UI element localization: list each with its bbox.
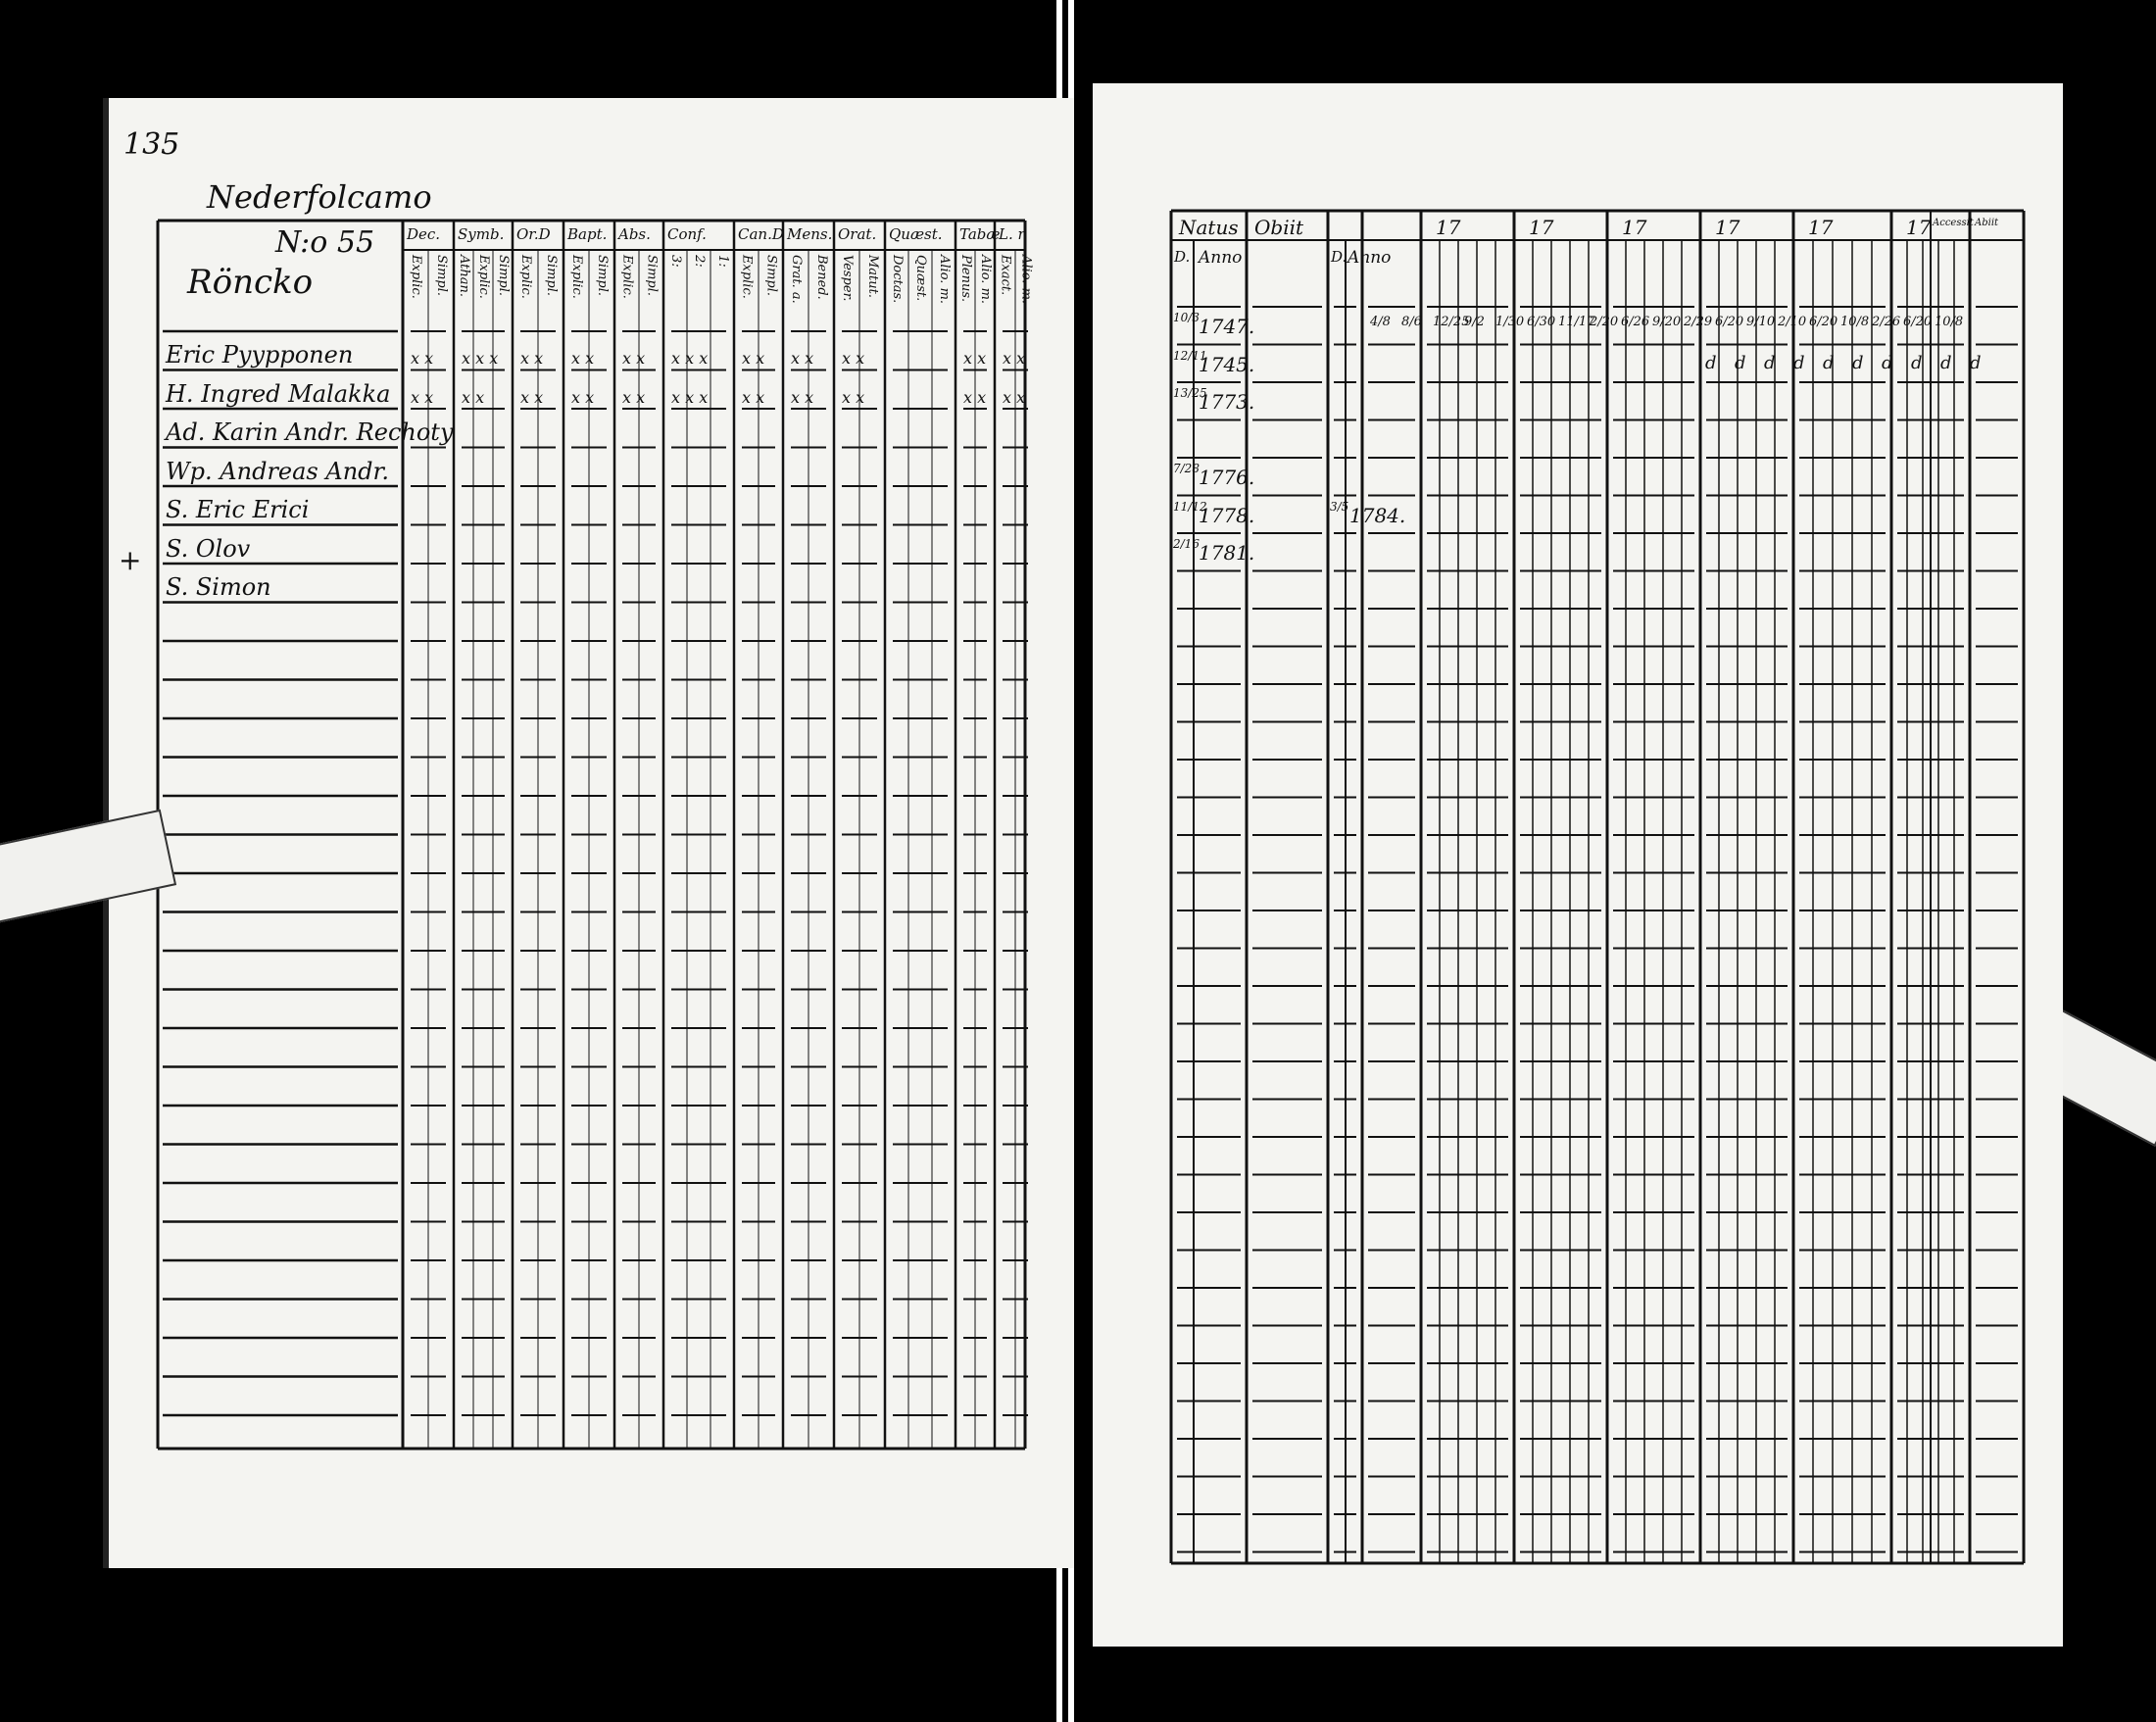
year-mark-1-8: d [1940, 352, 1952, 373]
column-subheader-7-1: Bened. [814, 255, 829, 300]
cross-mark: + [119, 544, 142, 576]
obiit-header: Obiit [1254, 216, 1304, 239]
mark-1-6: x x [742, 387, 765, 407]
year-mark-1-9: d [1970, 352, 1982, 373]
year-mark-0-10: 2/29 [1684, 315, 1713, 329]
year-mark-0-13: 2/10 [1778, 315, 1807, 329]
column-subheader-0-1: Simpl. [434, 255, 449, 297]
person-name-4: S. Eric Erici [166, 496, 310, 523]
mark-1-1: x x [462, 387, 485, 407]
column-subheader-2-0: Explic. [518, 255, 533, 299]
birth-year-5: 1781. [1199, 541, 1255, 565]
column-subheader-4-1: Simpl. [644, 255, 660, 297]
death-year-4: 1784. [1349, 503, 1406, 527]
mark-0-2: x x [520, 349, 544, 368]
column-header-3: Bapt. [567, 225, 608, 243]
column-subheader-10-1: Alio. m. [978, 255, 993, 305]
column-subheader-1-0: Athan. [457, 255, 471, 298]
year-header-2: 17 [1622, 216, 1647, 239]
year-mark-1-5: d [1852, 352, 1864, 373]
mark-1-10: x x [963, 387, 987, 407]
column-subheader-3-1: Simpl. [595, 255, 610, 297]
year-mark-0-14: 6/20 [1809, 315, 1838, 329]
column-header-5: Conf. [667, 225, 707, 243]
column-subheader-6-1: Simpl. [763, 255, 779, 297]
birth-day-0: 10/3 [1173, 311, 1200, 324]
natus-anno-label: Anno [1199, 248, 1243, 268]
column-subheader-5-1: 2: [692, 255, 707, 268]
year-mark-0-0: 4/8 [1370, 315, 1391, 329]
page-number: 135 [123, 127, 180, 162]
parish-heading: Nederfolcamo [207, 178, 432, 216]
column-header-9: Quæst. [889, 225, 943, 243]
year-mark-0-15: 10/8 [1840, 315, 1870, 329]
year-mark-1-1: d [1735, 352, 1746, 373]
obiit-day-label: D. [1331, 248, 1348, 266]
mark-1-0: x x [411, 387, 434, 407]
column-subheader-3-0: Explic. [569, 255, 584, 299]
column-header-1: Symb. [458, 225, 505, 243]
mark-0-0: x x [411, 349, 434, 368]
mark-0-4: x x [622, 349, 646, 368]
year-header-4: 17 [1808, 216, 1834, 239]
mark-1-11: x x [1003, 387, 1026, 407]
column-subheader-10-0: Plenus. [958, 255, 973, 303]
mark-1-7: x x [791, 387, 814, 407]
mark-1-8: x x [842, 387, 865, 407]
column-subheader-1-2: Simpl. [496, 255, 511, 297]
column-header-4: Abs. [618, 225, 651, 243]
column-subheader-2-1: Simpl. [544, 255, 559, 297]
year-mark-0-8: 6/26 [1621, 315, 1650, 329]
person-name-2: Ad. Karin Andr. Rechoty [166, 418, 454, 446]
mark-0-7: x x [791, 349, 814, 368]
column-subheader-11-0: Exact. [998, 255, 1013, 296]
mark-1-3: x x [571, 387, 595, 407]
column-subheader-9-1: Quæst. [913, 255, 928, 302]
column-subheader-1-1: Explic. [476, 255, 491, 299]
column-subheader-7-0: Grat. a. [789, 255, 804, 304]
column-header-2: Or.D [516, 225, 551, 243]
column-subheader-5-0: 3: [668, 255, 683, 268]
person-name-0: Eric Pyypponen [166, 341, 354, 369]
natus-day-label: D. [1174, 248, 1191, 266]
year-mark-0-11: 6/20 [1715, 315, 1744, 329]
year-mark-0-7: 2/20 [1590, 315, 1619, 329]
year-header-3: 17 [1715, 216, 1740, 239]
column-subheader-8-1: Matut. [865, 255, 880, 299]
column-subheader-9-0: Doctas. [890, 255, 905, 304]
mark-0-1: x x x [462, 349, 499, 368]
birth-day-2: 13/25 [1173, 386, 1207, 400]
right-page [1093, 83, 2063, 1647]
person-name-3: Wp. Andreas Andr. [166, 457, 389, 485]
column-header-6: Can.D [738, 225, 784, 243]
mark-1-5: x x x [671, 387, 709, 407]
year-header-1: 17 [1529, 216, 1554, 239]
column-subheader-6-0: Explic. [739, 255, 755, 299]
year-mark-0-5: 6/30 [1527, 315, 1556, 329]
left-page [103, 98, 1074, 1568]
column-subheader-11-1: Alio. m. [1018, 255, 1034, 305]
birth-year-2: 1773. [1199, 390, 1255, 414]
column-subheader-4-0: Explic. [619, 255, 635, 299]
person-name-6: S. Simon [166, 573, 271, 601]
accessit-header: Accessit [1933, 218, 1974, 228]
column-subheader-0-0: Explic. [409, 255, 423, 299]
mark-0-11: x x [1003, 349, 1026, 368]
mark-1-2: x x [520, 387, 544, 407]
mark-0-5: x x x [671, 349, 709, 368]
birth-year-1: 1745. [1199, 352, 1255, 376]
birth-year-3: 1776. [1199, 466, 1255, 489]
natus-header: Natus [1179, 216, 1239, 239]
left-register-grid [109, 98, 1074, 1568]
year-mark-0-1: 8/6 [1401, 315, 1422, 329]
year-mark-0-6: 11/17 [1558, 315, 1595, 329]
mark-0-6: x x [742, 349, 765, 368]
year-mark-0-18: 10/8 [1935, 315, 1964, 329]
person-name-1: H. Ingred Malakka [166, 379, 391, 408]
birth-day-5: 2/16 [1173, 537, 1200, 551]
column-subheader-5-2: 1: [715, 255, 730, 268]
farm-name: Röncko [187, 263, 314, 302]
year-mark-0-9: 9/20 [1652, 315, 1682, 329]
mark-0-8: x x [842, 349, 865, 368]
house-number: N:o 55 [275, 225, 375, 260]
obiit-anno-label: Anno [1348, 248, 1392, 268]
year-mark-1-0: d [1705, 352, 1717, 373]
year-mark-0-17: 6/20 [1903, 315, 1933, 329]
year-mark-1-3: d [1793, 352, 1805, 373]
year-mark-0-2: 12/25 [1433, 315, 1470, 329]
death-day-4: 3/5 [1330, 499, 1349, 514]
year-mark-0-4: 1/30 [1495, 315, 1525, 329]
year-mark-0-12: 9/10 [1746, 315, 1776, 329]
year-mark-1-2: d [1764, 352, 1776, 373]
column-subheader-8-0: Vesper. [840, 255, 855, 302]
column-header-7: Mens. [787, 225, 833, 243]
birth-day-4: 11/12 [1173, 499, 1207, 514]
mark-0-10: x x [963, 349, 987, 368]
birth-year-4: 1778. [1199, 503, 1255, 527]
column-header-11: L. n [999, 225, 1028, 243]
column-subheader-9-2: Alio. m. [937, 255, 952, 305]
year-mark-1-7: d [1911, 352, 1923, 373]
column-header-8: Orat. [838, 225, 877, 243]
year-header-5: 17 [1906, 216, 1932, 239]
year-mark-0-16: 2/26 [1872, 315, 1901, 329]
column-header-10: Tabæ [959, 225, 1001, 243]
birth-year-0: 1747. [1199, 315, 1255, 338]
mark-1-4: x x [622, 387, 646, 407]
person-name-5: S. Olov [166, 534, 251, 563]
abiit-header: Abiit [1975, 218, 1999, 228]
year-mark-0-3: 9/2 [1464, 315, 1485, 329]
column-header-0: Dec. [407, 225, 441, 243]
year-mark-1-6: d [1882, 352, 1893, 373]
mark-0-3: x x [571, 349, 595, 368]
birth-day-3: 7/28 [1173, 462, 1200, 475]
year-mark-1-4: d [1823, 352, 1835, 373]
year-header-0: 17 [1436, 216, 1461, 239]
birth-day-1: 12/11 [1173, 348, 1207, 363]
